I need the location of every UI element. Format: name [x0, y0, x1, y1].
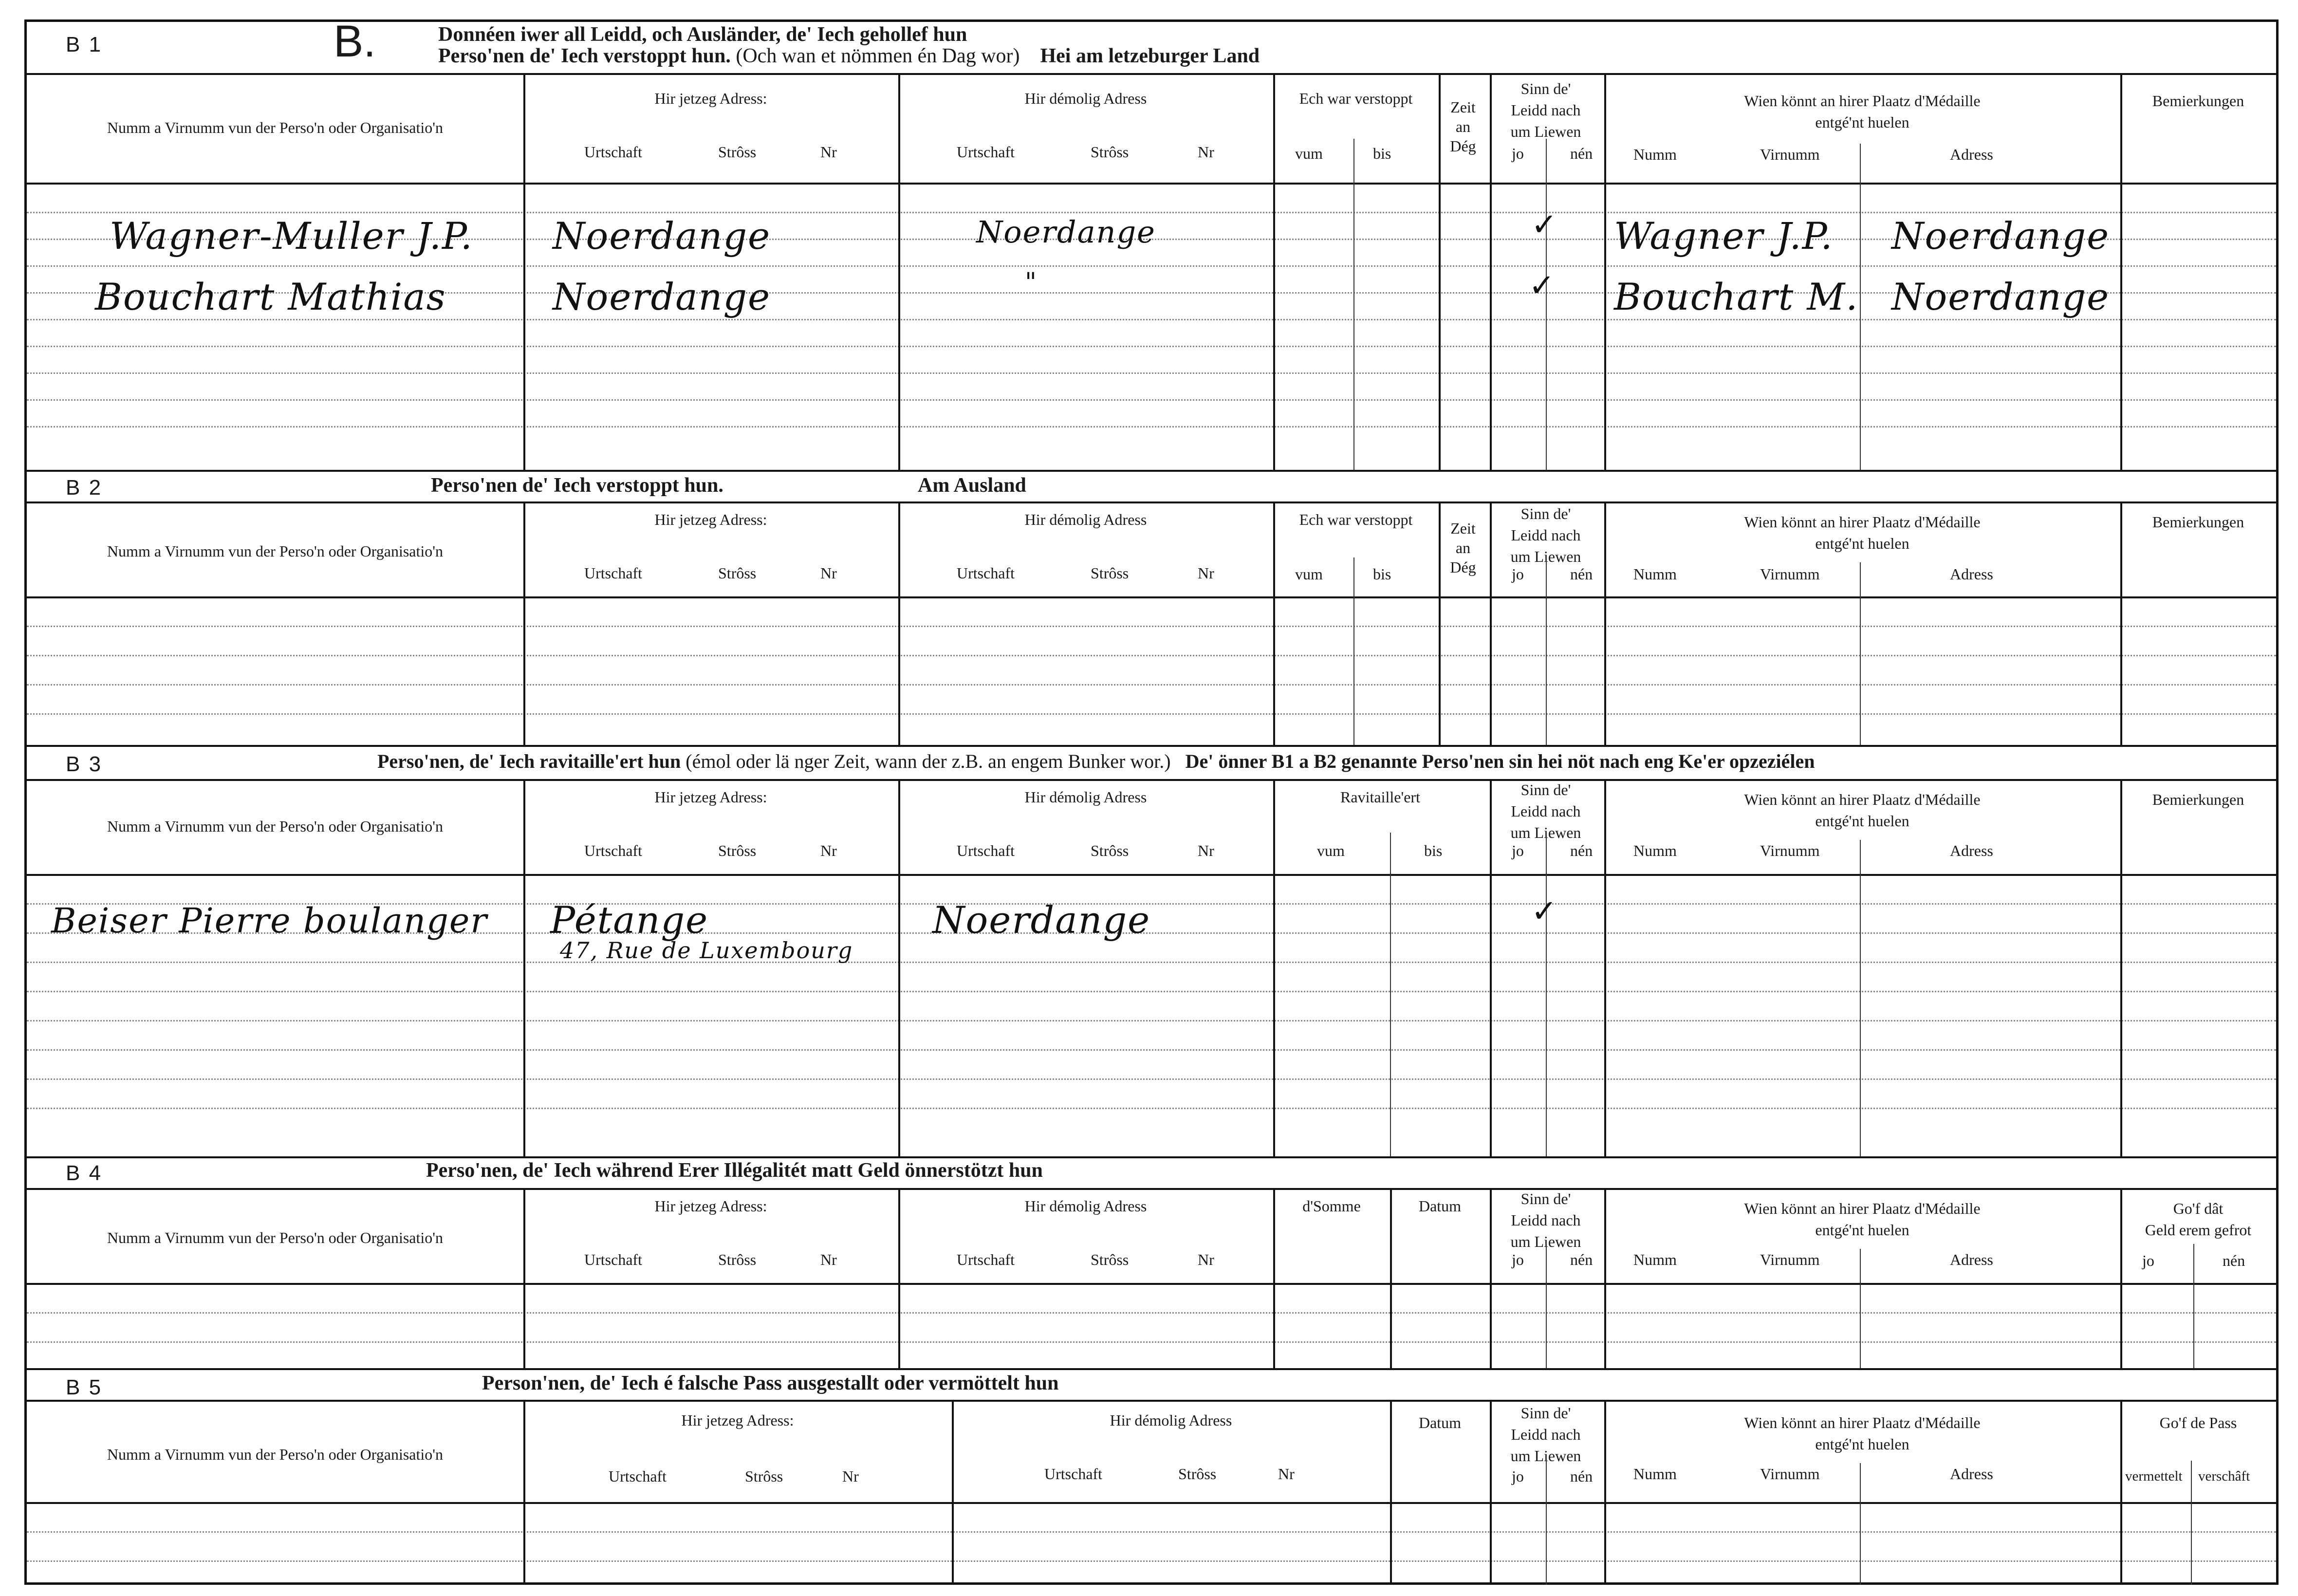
yes-label: jo	[1512, 565, 1524, 583]
surname-label: Numm	[1633, 1251, 1677, 1268]
medal-header: Wien könnt an hirer Plaatz d'Médaille entgé'nt huelen	[1744, 92, 1981, 131]
address-label: Adress	[1950, 842, 1993, 859]
nr-label: Nr	[1278, 1465, 1295, 1483]
no-label: nén	[1570, 145, 1593, 162]
from-label: vum	[1295, 145, 1323, 162]
medal-header: Wien könnt an hirer Plaatz d'Médaille entgé'nt huelen	[1744, 791, 1981, 830]
remarks-header: Bemierkungen	[2152, 791, 2244, 808]
until-label: bis	[1373, 565, 1391, 583]
medal-header: Wien könnt an hirer Plaatz d'Médaille entgé'nt huelen	[1744, 513, 1981, 552]
b1-entry-alive-tick: ✓	[1531, 207, 1557, 243]
current-address-header: Hir jetzeg Adress:	[654, 511, 767, 528]
address-label: Adress	[1950, 1465, 1993, 1483]
section-b3-tag: B 3	[66, 752, 103, 776]
locality-label: Urtschaft	[957, 564, 1015, 582]
street-label: Strôss	[1091, 842, 1129, 859]
b3-entry-alive-tick: ✓	[1531, 893, 1557, 929]
medal-header: Wien könnt an hirer Plaatz d'Médaille entgé'nt huelen	[1744, 1414, 1981, 1453]
street-label: Strôss	[718, 1251, 757, 1268]
issued-label: verschâft	[2198, 1468, 2250, 1484]
surname-label: Numm	[1633, 1465, 1677, 1483]
yes-label: jo	[2142, 1252, 2154, 1269]
current-address-header: Hir jetzeg Adress:	[654, 788, 767, 806]
hidden-header: Ech war verstoppt	[1299, 90, 1413, 107]
name-column-header: Numm a Virnumm vun der Perso'n oder Organisatio'n	[107, 119, 444, 136]
section-b3-title: Perso'nen, de' Iech ravitaille'ert hun (émol oder lä nger Zeit, wann der z.B. an engem Bunker wor.) De' önner B1 a B2 genannte Perso'nen sin hei nöt nach eng Ke'er opzeziélen	[377, 750, 1815, 772]
former-address-header: Hir démolig Adress	[1110, 1411, 1232, 1429]
b1-entry-former-locality: Noerdange	[976, 214, 1156, 250]
street-label: Strôss	[1091, 1251, 1129, 1268]
from-label: vum	[1295, 565, 1323, 583]
street-label: Strôss	[1178, 1465, 1217, 1483]
alive-header: Sinn de' Leidd nach um Liewen	[1510, 80, 1581, 140]
date-header: Datum	[1418, 1197, 1462, 1215]
b1-entry-medal-address: Noerdange	[1891, 275, 2110, 318]
section-b1-tag: B 1	[66, 33, 103, 56]
nr-label: Nr	[820, 143, 837, 161]
current-address-header: Hir jetzeg Adress:	[654, 90, 767, 107]
nr-label: Nr	[1198, 564, 1214, 582]
street-label: Strôss	[718, 143, 757, 161]
nr-label: Nr	[820, 842, 837, 859]
surname-label: Numm	[1633, 146, 1677, 163]
b1-entry-current-locality: Noerdange	[553, 214, 771, 258]
no-label: nén	[1570, 1467, 1593, 1485]
section-b4-title: Perso'nen, de' Iech während Erer Illégalitét matt Geld önnerstötzt hun	[426, 1159, 1043, 1182]
current-address-header: Hir jetzeg Adress:	[654, 1197, 767, 1215]
street-label: Strôss	[1091, 143, 1129, 161]
hidden-header: Ech war verstoppt	[1299, 511, 1413, 528]
b3-entry-current-street: 47, Rue de Luxembourg	[560, 937, 853, 964]
arranged-label: vermettelt	[2125, 1468, 2183, 1484]
form-sheet	[24, 19, 2279, 1585]
section-b2-title-extra: Am Ausland	[918, 474, 1026, 497]
locality-label: Urtschaft	[584, 842, 643, 859]
alive-header: Sinn de' Leidd nach um Liewen	[1510, 781, 1581, 841]
locality-label: Urtschaft	[584, 564, 643, 582]
nr-label: Nr	[1198, 143, 1214, 161]
street-label: Strôss	[718, 564, 757, 582]
street-label: Strôss	[718, 842, 757, 859]
sum-header: d'Somme	[1302, 1197, 1361, 1215]
remarks-header: Bemierkungen	[2152, 92, 2244, 110]
until-label: bis	[1373, 145, 1391, 162]
former-address-header: Hir démolig Adress	[1024, 511, 1147, 528]
yes-label: jo	[1512, 1251, 1524, 1268]
section-b2-title: Perso'nen de' Iech verstoppt hun.	[431, 474, 723, 497]
b3-entry-name: Beiser Pierre boulanger	[51, 901, 488, 941]
name-column-header: Numm a Virnumm vun der Perso'n oder Organisatio'n	[107, 1229, 444, 1246]
time-header: Zeit an Dég	[1450, 98, 1476, 155]
b1-entry-name: Bouchart Mathias	[95, 275, 446, 318]
locality-label: Urtschaft	[1044, 1465, 1103, 1483]
no-label: nén	[1570, 842, 1593, 859]
remarks-header: Bemierkungen	[2152, 513, 2244, 531]
nr-label: Nr	[1198, 1251, 1214, 1268]
name-column-header: Numm a Virnumm vun der Perso'n oder Organisatio'n	[107, 542, 444, 560]
street-label: Strôss	[745, 1467, 783, 1485]
name-column-header: Numm a Virnumm vun der Perso'n oder Organisatio'n	[107, 817, 444, 835]
former-address-header: Hir démolig Adress	[1024, 788, 1147, 806]
former-address-header: Hir démolig Adress	[1024, 1197, 1147, 1215]
name-column-header: Numm a Virnumm vun der Perso'n oder Organisatio'n	[107, 1446, 444, 1463]
b1-entry-medal-name: Wagner J.P.	[1614, 214, 1834, 258]
section-b1-title-line1: Donnéen iwer all Leidd, och Ausländer, de' Iech gehollef hun	[438, 23, 967, 46]
no-label: nén	[2223, 1252, 2245, 1269]
surname-label: Numm	[1633, 842, 1677, 859]
nr-label: Nr	[820, 564, 837, 582]
medal-header: Wien könnt an hirer Plaatz d'Médaille entgé'nt huelen	[1744, 1200, 1981, 1239]
time-header: Zeit an Dég	[1450, 520, 1476, 576]
nr-label: Nr	[842, 1467, 859, 1485]
first-name-label: Virnumm	[1760, 1465, 1820, 1483]
b3-entry-former-locality: Noerdange	[932, 898, 1151, 942]
first-name-label: Virnumm	[1760, 842, 1820, 859]
surname-label: Numm	[1633, 565, 1677, 583]
yes-label: jo	[1512, 1467, 1524, 1485]
current-address-header: Hir jetzeg Adress:	[681, 1411, 794, 1429]
date-header: Datum	[1418, 1414, 1462, 1431]
money-back-header: Go'f dât Geld erem gefrot	[2145, 1200, 2252, 1239]
b3-entry-current-locality: Pétange	[550, 898, 709, 942]
locality-label: Urtschaft	[584, 143, 643, 161]
no-label: nén	[1570, 565, 1593, 583]
nr-label: Nr	[820, 1251, 837, 1268]
nr-label: Nr	[1198, 842, 1214, 859]
b1-entry-medal-address: Noerdange	[1891, 214, 2110, 258]
locality-label: Urtschaft	[609, 1467, 667, 1485]
address-label: Adress	[1950, 1251, 1993, 1268]
b1-entry-former-locality: "	[1025, 268, 1038, 297]
alive-header: Sinn de' Leidd nach um Liewen	[1510, 505, 1581, 565]
section-b2-tag: B 2	[66, 476, 103, 500]
first-name-label: Virnumm	[1760, 146, 1820, 163]
section-b5-tag: B 5	[66, 1375, 103, 1399]
alive-header: Sinn de' Leidd nach um Liewen	[1510, 1190, 1581, 1250]
section-b5-title: Person'nen, de' Iech é falsche Pass ausgestallt oder vermöttelt hun	[482, 1372, 1059, 1394]
locality-label: Urtschaft	[957, 143, 1015, 161]
locality-label: Urtschaft	[957, 1251, 1015, 1268]
yes-label: jo	[1512, 842, 1524, 859]
alive-header: Sinn de' Leidd nach um Liewen	[1510, 1404, 1581, 1465]
no-label: nén	[1570, 1251, 1593, 1268]
form-letter: B.	[334, 17, 376, 66]
former-address-header: Hir démolig Adress	[1024, 90, 1147, 107]
street-label: Strôss	[1091, 564, 1129, 582]
pass-given-header: Go'f de Pass	[2159, 1414, 2237, 1431]
b1-entry-alive-tick: ✓	[1529, 268, 1555, 304]
b1-entry-current-locality: Noerdange	[553, 275, 771, 318]
from-label: vum	[1317, 842, 1345, 859]
yes-label: jo	[1512, 145, 1524, 162]
b1-entry-medal-name: Bouchart M.	[1614, 275, 1859, 318]
address-label: Adress	[1950, 146, 1993, 163]
section-b1-title-line2: Perso'nen de' Iech verstoppt hun. (Och wan et nömmen én Dag wor) Hei am letzeburger Land	[438, 45, 1260, 67]
address-label: Adress	[1950, 565, 1993, 583]
section-b4-tag: B 4	[66, 1161, 103, 1185]
locality-label: Urtschaft	[957, 842, 1015, 859]
until-label: bis	[1424, 842, 1443, 859]
supplied-header: Ravitaille'ert	[1340, 788, 1420, 806]
first-name-label: Virnumm	[1760, 1251, 1820, 1268]
first-name-label: Virnumm	[1760, 565, 1820, 583]
locality-label: Urtschaft	[584, 1251, 643, 1268]
b1-entry-name: Wagner-Muller J.P.	[110, 214, 473, 258]
